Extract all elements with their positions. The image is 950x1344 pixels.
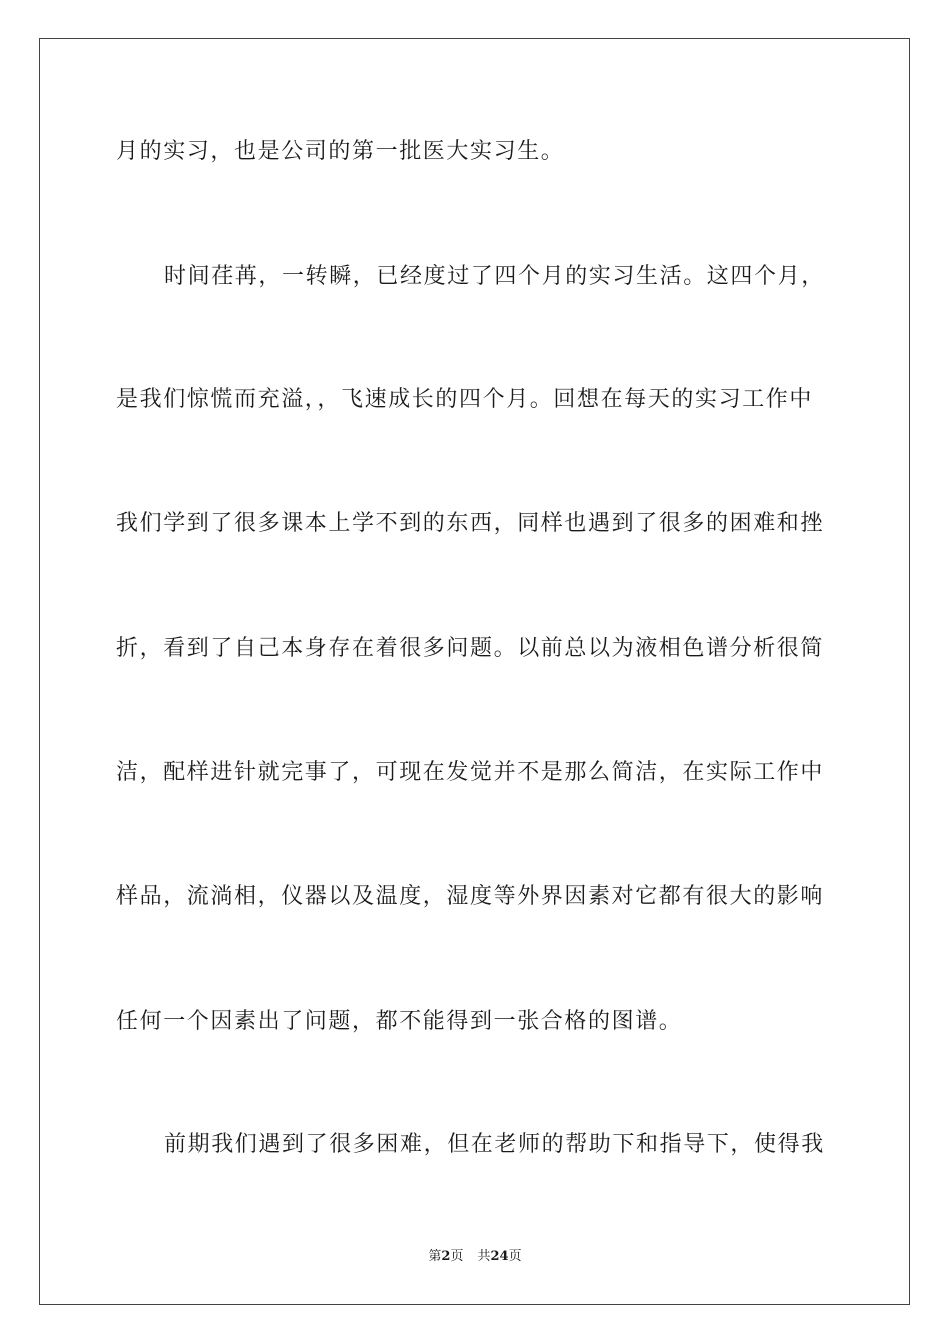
text-line-7: 样品，流淌相，仪器以及温度，湿度等外界因素对它都有很大的影响: [116, 884, 825, 909]
text-line-3: 是我们惊慌而充溢，，飞速成长的四个月。回想在每天的实习工作中: [116, 387, 814, 412]
page-footer: [0, 1248, 950, 1266]
text-line-2: 时间荏苒，一转瞬，已经度过了四个月的实习生活。这四个月，: [164, 264, 825, 289]
text-line-8: 任何一个因素出了问题，都不能得到一张合格的图谱。: [116, 1009, 683, 1034]
text-line-6: 洁，配样进针就完事了，可现在发觉并不是那么简洁，在实际工作中: [116, 760, 825, 785]
text-line-5: 折，看到了自己本身存在着很多问题。以前总以为液相色谱分析很简: [116, 636, 825, 661]
total-pages: 24: [490, 1249, 509, 1264]
page-suffix: 页: [450, 1249, 464, 1264]
total-prefix: 共: [477, 1249, 491, 1264]
total-suffix: 页: [508, 1249, 522, 1264]
text-line-9: 前期我们遇到了很多困难，但在老师的帮助下和指导下，使得我: [164, 1132, 825, 1157]
page-number: 2: [441, 1249, 451, 1264]
page-border: [39, 38, 910, 1305]
page-prefix: 第: [428, 1249, 442, 1264]
text-line-1: 月的实习，也是公司的第一批医大实习生。: [116, 139, 565, 164]
text-line-4: 我们学到了很多课本上学不到的东西，同样也遇到了很多的困难和挫: [116, 511, 825, 536]
